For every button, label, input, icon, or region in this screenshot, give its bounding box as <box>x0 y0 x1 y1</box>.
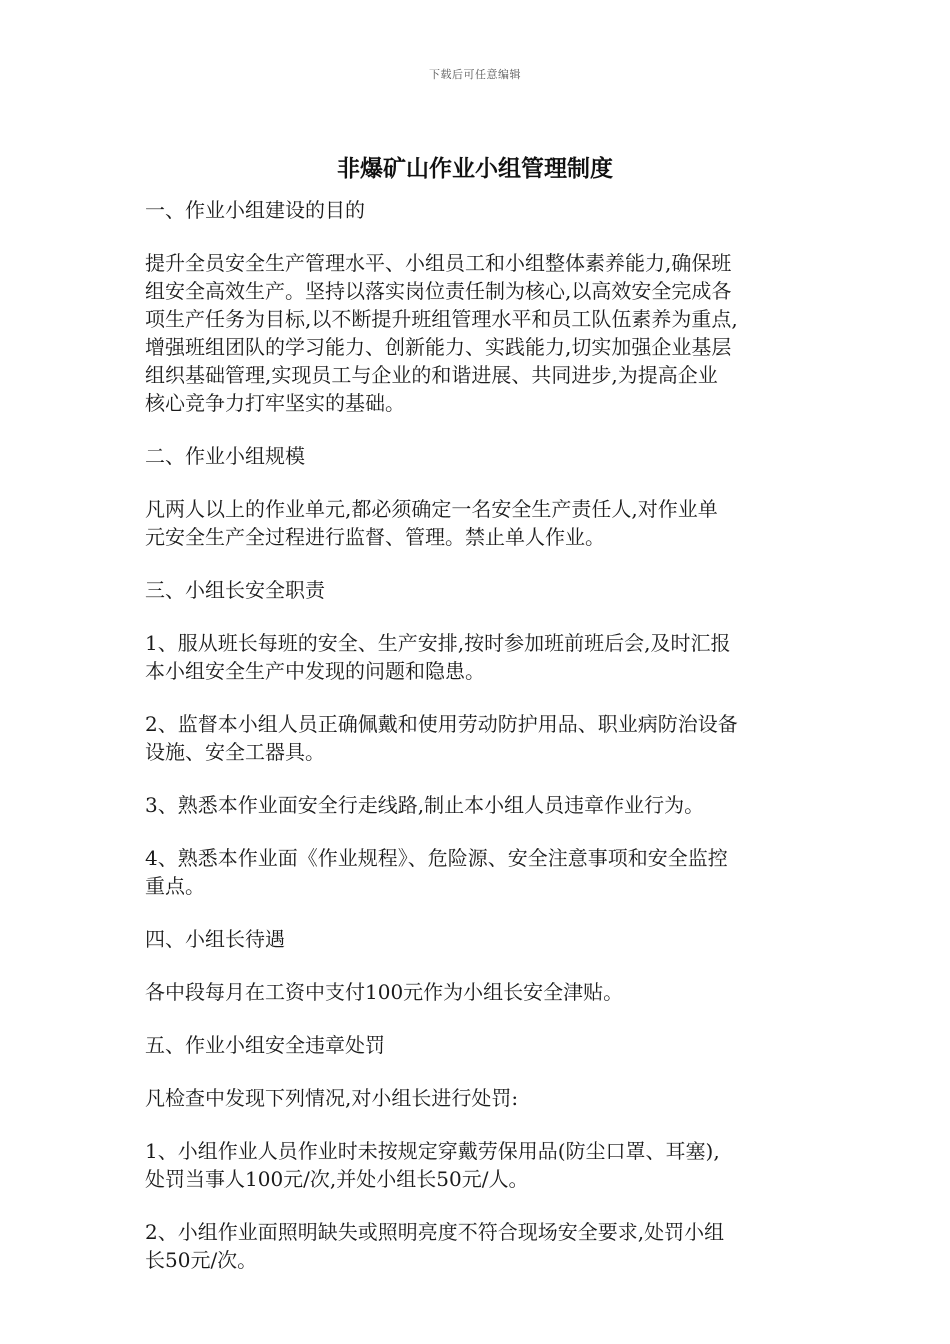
text-line: 1、小组作业人员作业时未按规定穿戴劳保用品(防尘口罩、耳塞), <box>145 1139 720 1163</box>
section-5-intro <box>145 1084 815 1112</box>
text-line: 本小组安全生产中发现的问题和隐患。 <box>145 659 485 683</box>
section-3-item-3 <box>145 791 815 819</box>
document-body <box>145 196 815 1299</box>
text-line: 核心竞争力打牢坚实的基础。 <box>145 391 405 415</box>
text-line: 元安全生产全过程进行监督、管理。禁止单人作业。 <box>145 525 605 549</box>
section-1-heading: 一、作业小组建设的目的 <box>145 198 365 222</box>
section-4-heading: 四、小组长待遇 <box>145 927 285 951</box>
section-5-item-1 <box>145 1137 815 1193</box>
section-5-heading: 五、作业小组安全违章处罚 <box>145 1033 385 1057</box>
text-line: 3、熟悉本作业面安全行走线路,制止本小组人员违章作业行为。 <box>145 793 705 817</box>
section-5-item-2 <box>145 1218 815 1274</box>
text-line: 项生产任务为目标,以不断提升班组管理水平和员工队伍素养为重点, <box>145 307 738 331</box>
header-note: 下载后可任意编辑 <box>429 68 521 81</box>
text-line: 提升全员安全生产管理水平、小组员工和小组整体素养能力,确保班 <box>145 251 732 275</box>
text-line: 凡检查中发现下列情况,对小组长进行处罚: <box>145 1086 519 1110</box>
document-title: 非爆矿山作业小组管理制度 <box>337 156 613 182</box>
section-2-paragraph <box>145 495 815 551</box>
text-line: 重点。 <box>145 874 205 898</box>
section-3-item-2 <box>145 710 815 766</box>
text-line: 1、服从班长每班的安全、生产安排,按时参加班前班后会,及时汇报 <box>145 631 731 655</box>
section-3-item-4 <box>145 844 815 900</box>
text-line: 凡两人以上的作业单元,都必须确定一名安全生产责任人,对作业单 <box>145 497 718 521</box>
text-line: 2、小组作业面照明缺失或照明亮度不符合现场安全要求,处罚小组 <box>145 1220 725 1244</box>
text-line: 组安全高效生产。坚持以落实岗位责任制为核心,以高效安全完成各 <box>145 279 732 303</box>
text-line: 组织基础管理,实现员工与企业的和谐进展、共同进步,为提高企业 <box>145 363 718 387</box>
section-4-paragraph <box>145 978 815 1006</box>
text-line: 4、熟悉本作业面《作业规程》、危险源、安全注意事项和安全监控 <box>145 846 728 870</box>
text-line: 处罚当事人100元/次,并处小组长50元/人。 <box>145 1167 529 1191</box>
text-line: 2、监督本小组人员正确佩戴和使用劳动防护用品、职业病防治设备 <box>145 712 738 736</box>
text-line: 长50元/次。 <box>145 1248 258 1272</box>
section-1-paragraph <box>145 249 815 417</box>
section-3-heading: 三、小组长安全职责 <box>145 578 325 602</box>
text-line: 增强班组团队的学习能力、创新能力、实践能力,切实加强企业基层 <box>145 335 732 359</box>
section-2-heading: 二、作业小组规模 <box>145 444 305 468</box>
text-line: 设施、安全工器具。 <box>145 740 325 764</box>
section-3-item-1 <box>145 629 815 685</box>
text-line: 各中段每月在工资中支付100元作为小组长安全津贴。 <box>145 980 624 1004</box>
